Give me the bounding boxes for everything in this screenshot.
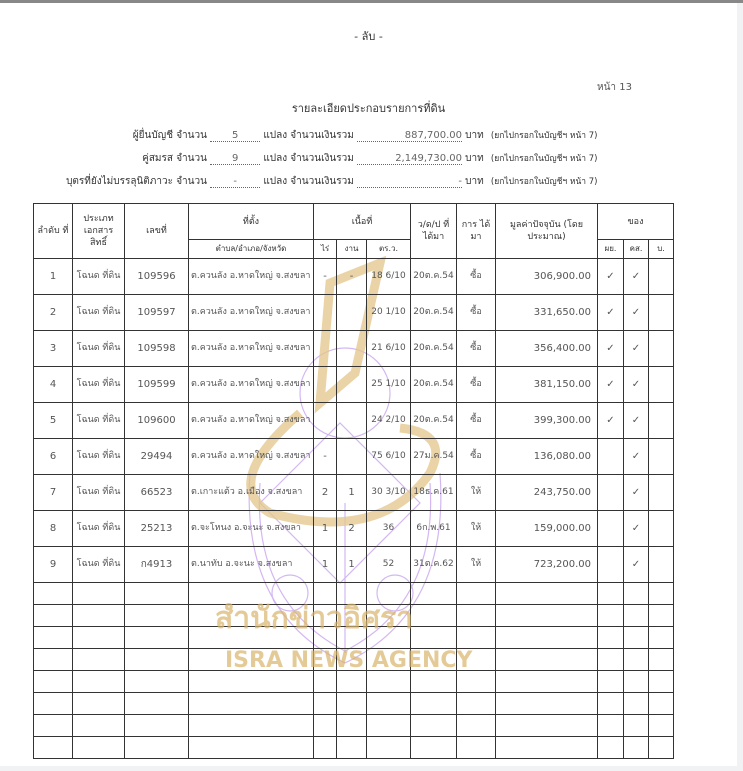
empty-cell xyxy=(457,737,496,759)
unit-label: แปลง จำนวนเงินรวม xyxy=(263,176,354,187)
header-location-sub: ตำบล/อำเภอ/จังหวัด xyxy=(189,240,314,259)
empty-table-row xyxy=(34,649,674,671)
empty-cell xyxy=(496,737,598,759)
owner-child-check xyxy=(649,547,674,583)
area-wa: 21 6/10 xyxy=(367,331,411,367)
row-number: 5 xyxy=(34,403,73,439)
empty-cell xyxy=(125,627,189,649)
empty-cell xyxy=(457,583,496,605)
empty-cell xyxy=(624,715,649,737)
owner-spouse-check: ✓ xyxy=(624,367,649,403)
current-value: 331,650.00 xyxy=(496,295,598,331)
empty-cell xyxy=(411,583,457,605)
current-value: 399,300.00 xyxy=(496,403,598,439)
header-owner-spouse: คส. xyxy=(624,240,649,259)
table-row xyxy=(34,547,674,583)
area-ngan: 1 xyxy=(337,475,367,511)
empty-cell xyxy=(411,627,457,649)
area-wa: 18 6/10 xyxy=(367,259,411,295)
empty-cell xyxy=(598,649,624,671)
empty-cell xyxy=(367,715,411,737)
empty-cell xyxy=(125,693,189,715)
empty-cell xyxy=(624,605,649,627)
area-rai xyxy=(314,367,337,403)
empty-cell xyxy=(314,583,337,605)
area-ngan: - xyxy=(337,259,367,295)
header-rai: ไร่ xyxy=(314,240,337,259)
summary-note: (ยกไปกรอกในบัญชีฯ หน้า 7) xyxy=(490,154,598,164)
empty-cell xyxy=(34,737,73,759)
owner-declarant-check: ✓ xyxy=(598,259,624,295)
empty-table-row xyxy=(34,671,674,693)
current-value: 306,900.00 xyxy=(496,259,598,295)
current-value: 243,750.00 xyxy=(496,475,598,511)
row-number: 8 xyxy=(34,511,73,547)
header-doc-no: เลขที่ xyxy=(125,204,189,259)
location: ต.ควนลัง อ.หาดใหญ่ จ.สงขลา xyxy=(189,403,314,439)
acquisition-method: ซื้อ xyxy=(457,259,496,295)
document-page xyxy=(0,3,737,766)
area-ngan xyxy=(337,367,367,403)
empty-cell xyxy=(457,605,496,627)
location: ต.นาทับ อ.จะนะ จ.สงขลา xyxy=(189,547,314,583)
currency-label: บาท xyxy=(465,176,484,187)
empty-cell xyxy=(411,605,457,627)
owner-spouse-check: ✓ xyxy=(624,475,649,511)
empty-cell xyxy=(649,649,674,671)
table-row xyxy=(34,259,674,295)
empty-cell xyxy=(314,627,337,649)
acquisition-method: ซื้อ xyxy=(457,295,496,331)
header-owner-child: บ. xyxy=(649,240,674,259)
header-owner: ของ xyxy=(598,204,674,240)
acquisition-method: ให้ xyxy=(457,547,496,583)
acquired-date: 6ก.พ.61 xyxy=(411,511,457,547)
empty-cell xyxy=(496,671,598,693)
document-number: ก4913 xyxy=(125,547,189,583)
empty-cell xyxy=(337,737,367,759)
current-value: 381,150.00 xyxy=(496,367,598,403)
table-row xyxy=(34,403,674,439)
header-owner-declarant: ผย. xyxy=(598,240,624,259)
document-type: โฉนด ที่ดิน xyxy=(73,475,125,511)
owner-child-check xyxy=(649,259,674,295)
location: ต.เกาะแต้ว อ.เมือง จ.สงขลา xyxy=(189,475,314,511)
empty-cell xyxy=(34,715,73,737)
document-number: 25213 xyxy=(125,511,189,547)
empty-cell xyxy=(624,693,649,715)
empty-cell xyxy=(337,649,367,671)
owner-declarant-check xyxy=(598,475,624,511)
acquired-date: 18ธ.ค.61 xyxy=(411,475,457,511)
owner-child-check xyxy=(649,439,674,475)
empty-cell xyxy=(337,693,367,715)
empty-cell xyxy=(34,583,73,605)
empty-cell xyxy=(411,671,457,693)
area-ngan xyxy=(337,439,367,475)
owner-declarant-check xyxy=(598,511,624,547)
empty-cell xyxy=(34,605,73,627)
empty-cell xyxy=(189,693,314,715)
count-label: จำนวน xyxy=(176,153,207,164)
empty-cell xyxy=(34,627,73,649)
empty-cell xyxy=(367,649,411,671)
empty-cell xyxy=(411,693,457,715)
area-rai: - xyxy=(314,439,337,475)
acquisition-method: ซื้อ xyxy=(457,439,496,475)
empty-cell xyxy=(337,605,367,627)
header-location: ที่ตั้ง xyxy=(189,204,314,240)
location: ต.ควนลัง อ.หาดใหญ่ จ.สงขลา xyxy=(189,259,314,295)
owner-declarant-check: ✓ xyxy=(598,403,624,439)
empty-cell xyxy=(189,649,314,671)
empty-cell xyxy=(73,715,125,737)
empty-cell xyxy=(189,627,314,649)
document-number: 109599 xyxy=(125,367,189,403)
amount-value: 887,700.00 xyxy=(357,130,462,142)
document-type: โฉนด ที่ดิน xyxy=(73,439,125,475)
row-number: 7 xyxy=(34,475,73,511)
document-type: โฉนด ที่ดิน xyxy=(73,547,125,583)
empty-cell xyxy=(189,605,314,627)
empty-cell xyxy=(367,737,411,759)
empty-cell xyxy=(649,693,674,715)
table-row xyxy=(34,295,674,331)
empty-cell xyxy=(457,627,496,649)
owner-spouse-check: ✓ xyxy=(624,259,649,295)
table-row xyxy=(34,511,674,547)
empty-cell xyxy=(624,737,649,759)
summary-line xyxy=(58,128,597,143)
owner-spouse-check: ✓ xyxy=(624,547,649,583)
owner-child-check xyxy=(649,403,674,439)
empty-cell xyxy=(337,627,367,649)
header-date: ว/ด/ป ที่ได้มา xyxy=(411,204,457,259)
watermark-english-text: ISRA NEWS AGENCY xyxy=(225,647,473,673)
empty-cell xyxy=(125,649,189,671)
empty-cell xyxy=(649,627,674,649)
location: ต.ควนลัง อ.หาดใหญ่ จ.สงขลา xyxy=(189,439,314,475)
area-rai: 2 xyxy=(314,475,337,511)
document-type: โฉนด ที่ดิน xyxy=(73,367,125,403)
owner-spouse-check: ✓ xyxy=(624,295,649,331)
header-acquire: การ ได้มา xyxy=(457,204,496,259)
owner-spouse-check: ✓ xyxy=(624,331,649,367)
area-ngan xyxy=(337,295,367,331)
summary-line xyxy=(58,151,597,166)
header-no: ลำดับ ที่ xyxy=(34,204,73,259)
empty-cell xyxy=(411,737,457,759)
document-type: โฉนด ที่ดิน xyxy=(73,295,125,331)
area-wa: 24 2/10 xyxy=(367,403,411,439)
empty-cell xyxy=(34,693,73,715)
land-table xyxy=(33,203,674,759)
empty-cell xyxy=(73,671,125,693)
acquisition-method: ให้ xyxy=(457,511,496,547)
empty-cell xyxy=(337,671,367,693)
empty-cell xyxy=(411,649,457,671)
empty-cell xyxy=(314,693,337,715)
acquisition-method: ซื้อ xyxy=(457,367,496,403)
acquisition-method: ซื้อ xyxy=(457,403,496,439)
header-type: ประเภท เอกสาร สิทธิ์ xyxy=(73,204,125,259)
document-number: 66523 xyxy=(125,475,189,511)
empty-cell xyxy=(367,605,411,627)
empty-table-row xyxy=(34,693,674,715)
area-rai: 1 xyxy=(314,547,337,583)
count-value: 5 xyxy=(210,130,260,142)
empty-cell xyxy=(649,583,674,605)
area-wa: 36 xyxy=(367,511,411,547)
header-area: เนื้อที่ xyxy=(314,204,411,240)
area-rai xyxy=(314,331,337,367)
amount-value: 2,149,730.00 xyxy=(357,153,462,165)
empty-cell xyxy=(598,715,624,737)
owner-declarant-check: ✓ xyxy=(598,295,624,331)
empty-cell xyxy=(189,715,314,737)
empty-cell xyxy=(73,627,125,649)
document-type: โฉนด ที่ดิน xyxy=(73,511,125,547)
empty-cell xyxy=(337,583,367,605)
empty-table-row xyxy=(34,715,674,737)
location: ต.ควนลัง อ.หาดใหญ่ จ.สงขลา xyxy=(189,331,314,367)
empty-cell xyxy=(496,627,598,649)
acquired-date: 20ต.ค.54 xyxy=(411,367,457,403)
header-value: มูลค่าปัจจุบัน (โดยประมาณ) xyxy=(496,204,598,259)
empty-cell xyxy=(649,605,674,627)
area-wa: 20 1/10 xyxy=(367,295,411,331)
empty-cell xyxy=(624,627,649,649)
empty-cell xyxy=(73,737,125,759)
row-number: 2 xyxy=(34,295,73,331)
area-wa: 52 xyxy=(367,547,411,583)
header-wa: ตร.ว. xyxy=(367,240,411,259)
area-wa: 25 1/10 xyxy=(367,367,411,403)
owner-child-check xyxy=(649,331,674,367)
count-label: จำนวน xyxy=(176,130,207,141)
document-number: 109598 xyxy=(125,331,189,367)
owner-declarant-check: ✓ xyxy=(598,331,624,367)
empty-cell xyxy=(73,649,125,671)
table-row xyxy=(34,331,674,367)
area-rai xyxy=(314,403,337,439)
watermark-thai-text: สำนักข่าวอิศรา xyxy=(215,600,414,636)
acquired-date: 31ต.ค.62 xyxy=(411,547,457,583)
empty-cell xyxy=(367,627,411,649)
empty-cell xyxy=(649,715,674,737)
empty-cell xyxy=(314,737,337,759)
empty-cell xyxy=(314,715,337,737)
current-value: 723,200.00 xyxy=(496,547,598,583)
empty-cell xyxy=(624,649,649,671)
location: ต.ควนลัง อ.หาดใหญ่ จ.สงขลา xyxy=(189,295,314,331)
row-number: 9 xyxy=(34,547,73,583)
empty-cell xyxy=(189,583,314,605)
document-title: รายละเอียดประกอบรายการที่ดิน xyxy=(291,102,446,115)
empty-cell xyxy=(457,649,496,671)
empty-cell xyxy=(314,605,337,627)
acquired-date: 20ต.ค.54 xyxy=(411,259,457,295)
area-rai: 1 xyxy=(314,511,337,547)
unit-label: แปลง จำนวนเงินรวม xyxy=(263,153,354,164)
header-ngan: งาน xyxy=(337,240,367,259)
empty-cell xyxy=(496,693,598,715)
empty-cell xyxy=(598,605,624,627)
empty-cell xyxy=(598,693,624,715)
owner-spouse-check: ✓ xyxy=(624,439,649,475)
empty-cell xyxy=(314,671,337,693)
acquired-date: 20ต.ค.54 xyxy=(411,331,457,367)
owner-spouse-check: ✓ xyxy=(624,403,649,439)
document-number: 109600 xyxy=(125,403,189,439)
empty-cell xyxy=(624,671,649,693)
empty-cell xyxy=(496,583,598,605)
owner-declarant-check xyxy=(598,439,624,475)
owner-child-check xyxy=(649,511,674,547)
empty-cell xyxy=(598,627,624,649)
summary-label: คู่สมรส xyxy=(142,153,173,164)
acquired-date: 20ต.ค.54 xyxy=(411,295,457,331)
empty-cell xyxy=(457,693,496,715)
document-number: 109596 xyxy=(125,259,189,295)
area-ngan: 1 xyxy=(337,547,367,583)
page-number: หน้า 13 xyxy=(597,82,632,93)
empty-cell xyxy=(189,671,314,693)
table-row xyxy=(34,439,674,475)
table-row xyxy=(34,475,674,511)
empty-cell xyxy=(34,649,73,671)
area-ngan: 2 xyxy=(337,511,367,547)
location: ต.ควนลัง อ.หาดใหญ่ จ.สงขลา xyxy=(189,367,314,403)
empty-cell xyxy=(624,583,649,605)
summary-note: (ยกไปกรอกในบัญชีฯ หน้า 7) xyxy=(490,131,598,141)
empty-cell xyxy=(598,583,624,605)
empty-cell xyxy=(649,737,674,759)
current-value: 356,400.00 xyxy=(496,331,598,367)
empty-cell xyxy=(457,671,496,693)
empty-cell xyxy=(73,605,125,627)
acquired-date: 20ต.ค.54 xyxy=(411,403,457,439)
current-value: 159,000.00 xyxy=(496,511,598,547)
currency-label: บาท xyxy=(465,130,484,141)
acquisition-method: ซื้อ xyxy=(457,331,496,367)
row-number: 3 xyxy=(34,331,73,367)
empty-cell xyxy=(73,583,125,605)
empty-cell xyxy=(125,671,189,693)
empty-cell xyxy=(125,715,189,737)
empty-cell xyxy=(598,737,624,759)
empty-cell xyxy=(125,737,189,759)
area-ngan xyxy=(337,331,367,367)
area-wa: 30 3/10 xyxy=(367,475,411,511)
document-type: โฉนด ที่ดิน xyxy=(73,403,125,439)
empty-table-row xyxy=(34,605,674,627)
empty-cell xyxy=(496,605,598,627)
count-value: 9 xyxy=(210,153,260,165)
owner-child-check xyxy=(649,475,674,511)
row-number: 1 xyxy=(34,259,73,295)
area-rai: - xyxy=(314,259,337,295)
empty-table-row xyxy=(34,737,674,759)
empty-cell xyxy=(367,693,411,715)
empty-cell xyxy=(337,715,367,737)
current-value: 136,080.00 xyxy=(496,439,598,475)
empty-cell xyxy=(314,649,337,671)
empty-cell xyxy=(367,583,411,605)
document-type: โฉนด ที่ดิน xyxy=(73,331,125,367)
document-type: โฉนด ที่ดิน xyxy=(73,259,125,295)
amount-value: - xyxy=(357,176,462,188)
empty-cell xyxy=(34,671,73,693)
empty-cell xyxy=(189,737,314,759)
row-number: 6 xyxy=(34,439,73,475)
empty-cell xyxy=(496,715,598,737)
unit-label: แปลง จำนวนเงินรวม xyxy=(263,130,354,141)
summary-label: ผู้ยื่นบัญชี xyxy=(132,130,173,141)
owner-declarant-check: ✓ xyxy=(598,367,624,403)
empty-cell xyxy=(411,715,457,737)
empty-cell xyxy=(598,671,624,693)
count-value: - xyxy=(210,176,260,188)
area-rai xyxy=(314,295,337,331)
location: ต.จะโหนง อ.จะนะ จ.สงขลา xyxy=(189,511,314,547)
document-number: 29494 xyxy=(125,439,189,475)
empty-cell xyxy=(367,671,411,693)
empty-cell xyxy=(649,671,674,693)
document-number: 109597 xyxy=(125,295,189,331)
empty-table-row xyxy=(34,583,674,605)
owner-child-check xyxy=(649,367,674,403)
currency-label: บาท xyxy=(465,153,484,164)
empty-cell xyxy=(73,693,125,715)
row-number: 4 xyxy=(34,367,73,403)
summary-label: บุตรที่ยังไม่บรรลุนิติภาวะ xyxy=(66,176,173,187)
count-label: จำนวน xyxy=(176,176,207,187)
area-ngan xyxy=(337,403,367,439)
empty-cell xyxy=(125,583,189,605)
empty-cell xyxy=(125,605,189,627)
owner-child-check xyxy=(649,295,674,331)
empty-table-row xyxy=(34,627,674,649)
owner-declarant-check xyxy=(598,547,624,583)
acquisition-method: ให้ xyxy=(457,475,496,511)
empty-cell xyxy=(496,649,598,671)
summary-note: (ยกไปกรอกในบัญชีฯ หน้า 7) xyxy=(490,177,598,187)
summary-line xyxy=(58,174,597,189)
empty-cell xyxy=(457,715,496,737)
classification-label: - ลับ - xyxy=(354,30,383,43)
owner-spouse-check: ✓ xyxy=(624,511,649,547)
table-row xyxy=(34,367,674,403)
area-wa: 75 6/10 xyxy=(367,439,411,475)
acquired-date: 27ม.ค.54 xyxy=(411,439,457,475)
